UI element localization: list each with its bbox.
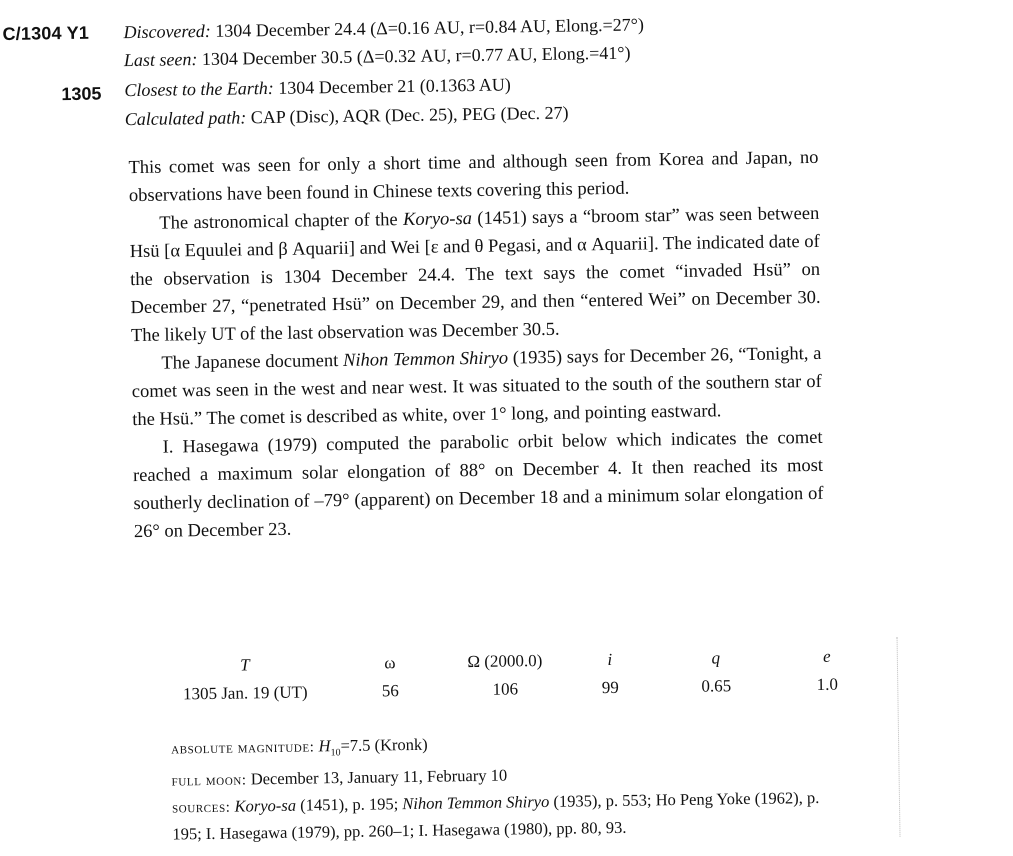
sources-label: sources: [171,799,231,817]
nihon-temmon-shiryo-title: Nihon Temmon Shiryo [342,348,509,371]
koryo-sa-title: Koryo-sa [402,209,473,231]
orbital-elements-table [160,642,883,709]
sources-koryo-sa: Koryo-sa [234,795,297,816]
absolute-magnitude-value: =7.5 (Kronk) [340,734,428,756]
cell-perihelion-time: 1305 Jan. 19 (UT) [182,682,308,704]
paragraph-4: I. Hasegawa (1979) computed the parabolic orbit below which indicates the comet reached a maximum solar elongation of 88° on December 4. It then reached its most southerly declination of –79° (apparent) on December 18 and a minimum solar elongation of 26° on December 23. [132,427,824,543]
discovered-value: 1304 December 24.4 (Δ=0.16 AU, r=0.84 AU, Elong.=27°) [215,14,645,41]
paragraph-1: This comet was seen for only a short time and although seen from Korea and Japan, no observations have been found in Chinese texts covering this period. [128,147,819,207]
paragraph-3-rest: (1935) says for December 26, “Tonight, a comet was seen in the west and near west. It was situated to the south of the southern star of the Hsü.” The comet is described as white, over 1° long, and pointing eastward. [131,343,822,431]
paragraph-3-start: The Japanese document [161,350,344,374]
closest-value: 1304 December 21 (0.1363 AU) [278,74,511,98]
cell-ascending-node: 106 [492,679,519,699]
sources-text-1: (1451), p. 195; [295,794,403,815]
margin-scan-artifact [897,637,905,837]
sources-line [172,785,853,847]
header-inclination: i [607,649,613,670]
comet-year: 1305 [61,83,102,105]
header-arg-perihelion: ω [384,653,396,673]
last-seen-label: Last seen: [123,49,198,71]
paragraph-2 [129,200,821,350]
last-seen-line [124,43,631,72]
closest-line [124,74,511,101]
cell-arg-perihelion: 56 [381,681,399,701]
sources-nihon-temmon-shiryo: Nihon Temmon Shiryo [402,792,550,814]
calculated-path-line [125,103,569,131]
sources-text-2: (1935), p. 553; Ho Peng Yoke (1962), p. 195; I. Hasegawa (1979), pp. 260–1; I. Hasegawa (1980), pp. 80, 93. [172,788,820,844]
header-perihelion-time: T [240,655,250,675]
paragraph-2-start: The astronomical chapter of the [159,210,404,234]
absolute-magnitude-label: absolute magnitude: [171,739,315,758]
discovered-label: Discovered: [123,20,211,43]
calculated-path-label: Calculated path: [124,107,247,130]
header-perihelion-distance: q [711,648,721,668]
discovered-line [123,14,644,43]
last-seen-value: 1304 December 30.5 (Δ=0.32 AU, r=0.77 AU, Elong.=41°) [201,42,631,70]
paragraph-3 [131,340,822,434]
absolute-magnitude-symbol: H [318,736,331,756]
full-moon-label: full moon: [171,772,247,790]
absolute-magnitude-subscript: 10 [330,747,341,759]
cell-perihelion-distance: 0.65 [701,676,732,696]
full-moon-value: December 13, January 11, February 10 [250,765,508,789]
body-text [128,144,824,546]
cell-eccentricity: 1.0 [816,674,839,694]
calculated-path-value: CAP (Disc), AQR (Dec. 25), PEG (Dec. 27) [250,102,569,128]
header-ascending-node: Ω (2000.0) [467,651,543,672]
cell-inclination: 99 [601,677,619,698]
notes-section [171,725,853,846]
closest-label: Closest to the Earth: [124,77,274,101]
comet-designation: C/1304 Y1 [2,22,90,44]
paragraph-2-rest: (1451) says a “broom star” was seen between Hsü [α Equulei and β Aquarii] and Wei [ε and θ Pegasi, and α Aquarii]. The indicated date of the observation is 1304 December 24.4. The text says the comet “invaded Hsü” on December 27, “penetrated Hsü” on December 29, and then “entered Wei” on December 30. The likely UT of the last observation was December 30.5. [129,203,821,347]
header-eccentricity: e [822,646,831,666]
